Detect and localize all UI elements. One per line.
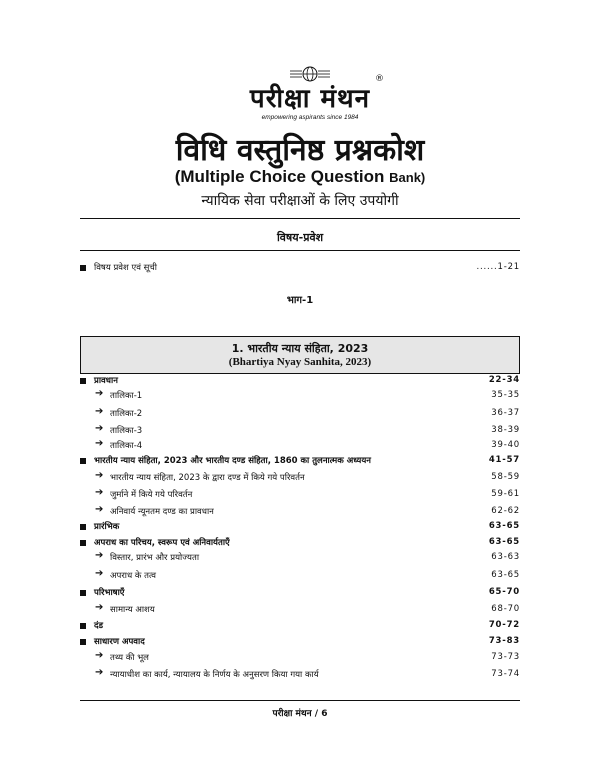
publisher-logo — [230, 66, 390, 126]
entry-pages: 63-65 — [488, 521, 520, 531]
entry-label: जुर्माने में किये गये परिवर्तन — [110, 490, 193, 500]
book-subtitle: न्यायिक सेवा परीक्षाओं के लिए उपयोगी — [201, 193, 399, 209]
toc-subentry[interactable] — [80, 506, 520, 520]
entry-pages: 39-40 — [491, 440, 520, 450]
arrow-right-icon: ➔ — [95, 487, 104, 498]
arrow-right-icon: ➔ — [95, 602, 104, 613]
chapter-title-hindi: 1. भारतीय न्याय संहिता, 2023 — [231, 342, 369, 355]
entry-label: प्रारंभिक — [94, 522, 120, 532]
entry-pages: 73-74 — [491, 669, 520, 679]
entry-label: तालिका-3 — [110, 426, 143, 436]
square-bullet-icon — [80, 540, 86, 546]
toc-entry[interactable] — [80, 587, 520, 601]
entry-label: तालिका-1 — [110, 391, 143, 401]
arrow-right-icon: ➔ — [95, 667, 104, 678]
toc-subentry[interactable] — [80, 604, 520, 618]
entry-pages: 62-62 — [491, 506, 520, 516]
toc-subentry[interactable] — [80, 472, 520, 486]
entry-label: अनिवार्य न्यूनतम दण्ड का प्रावधान — [110, 507, 214, 517]
book-title-hindi: विधि वस्तुनिष्ठ प्रश्नकोश — [175, 133, 425, 168]
title-english-bank: Bank) — [389, 170, 426, 185]
toc-intro-entry[interactable] — [80, 262, 520, 276]
toc-entry[interactable] — [80, 620, 520, 634]
entry-label: अपराध के तत्व — [110, 571, 156, 581]
entry-label: दंड — [94, 621, 104, 631]
entry-label: अपराध का परिचय, स्वरूप एवं अनिवार्यताएँ — [94, 538, 230, 548]
divider — [80, 700, 520, 701]
arrow-right-icon: ➔ — [95, 388, 104, 399]
toc-subentry[interactable] — [80, 669, 520, 683]
entry-label: तालिका-2 — [110, 409, 143, 419]
arrow-right-icon: ➔ — [95, 438, 104, 449]
page-footer: परीक्षा मंथन / 6 — [272, 709, 328, 719]
chapter-heading-box — [80, 336, 520, 374]
square-bullet-icon — [80, 265, 86, 271]
arrow-right-icon: ➔ — [95, 568, 104, 579]
section-heading: विषय-प्रवेश — [276, 231, 324, 244]
entry-pages: 22-34 — [488, 375, 520, 385]
title-english-main: (Multiple Choice Question — [174, 167, 385, 186]
square-bullet-icon — [80, 623, 86, 629]
toc-subentry[interactable] — [80, 489, 520, 503]
logo-name: परीक्षा मंथन — [249, 84, 371, 114]
chapter-title-english: (Bhartiya Nyay Sanhita, 2023) — [228, 356, 372, 368]
arrow-right-icon: ➔ — [95, 423, 104, 434]
arrow-right-icon: ➔ — [95, 504, 104, 515]
entry-pages: 35-35 — [491, 390, 520, 400]
entry-label: परिभाषाएँ — [94, 588, 125, 598]
toc-entry[interactable] — [80, 455, 520, 469]
toc-entry[interactable] — [80, 636, 520, 650]
entry-label: न्यायाधीश का कार्य, न्यायालय के निर्णय के अनुसरण किया गया कार्य — [110, 670, 319, 680]
entry-pages: 41-57 — [488, 455, 520, 465]
toc-subentry[interactable] — [80, 552, 520, 566]
divider — [80, 250, 520, 251]
entry-pages: 73-83 — [488, 636, 520, 646]
arrow-right-icon: ➔ — [95, 406, 104, 417]
entry-label: प्रावधान — [94, 376, 118, 386]
entry-label: विस्तार, प्रारंभ और प्रयोज्यता — [110, 553, 200, 563]
book-title-english — [0, 167, 600, 187]
square-bullet-icon — [80, 378, 86, 384]
arrow-right-icon: ➔ — [95, 470, 104, 481]
arrow-right-icon: ➔ — [95, 550, 104, 561]
square-bullet-icon — [80, 639, 86, 645]
entry-pages: 70-72 — [488, 620, 520, 630]
logo-tagline: empowering aspirants since 1984 — [261, 114, 359, 121]
entry-label: भारतीय न्याय संहिता, 2023 के द्वारा दण्ड में किये गये परिवर्तन — [110, 473, 305, 483]
toc-subentry[interactable] — [80, 408, 520, 422]
square-bullet-icon — [80, 590, 86, 596]
entry-pages: 63-65 — [491, 570, 520, 580]
entry-pages: 58-59 — [491, 472, 520, 482]
entry-label: विषय प्रवेश एवं सूची — [94, 263, 157, 273]
divider — [80, 218, 520, 219]
entry-pages: 59-61 — [491, 489, 520, 499]
entry-pages: 63-65 — [488, 537, 520, 547]
entry-pages: 65-70 — [488, 587, 520, 597]
registered-mark: ® — [375, 74, 384, 84]
entry-label: साधारण अपवाद — [94, 637, 145, 647]
entry-label: भारतीय न्याय संहिता, 2023 और भारतीय दण्ड संहिता, 1860 का तुलनात्मक अध्ययन — [94, 456, 371, 466]
entry-label: तथ्य की भूल — [110, 653, 149, 663]
toc-subentry[interactable] — [80, 425, 520, 439]
part-heading: भाग-1 — [286, 295, 314, 306]
square-bullet-icon — [80, 458, 86, 464]
toc-entry[interactable] — [80, 537, 520, 551]
entry-pages: 38-39 — [491, 425, 520, 435]
square-bullet-icon — [80, 524, 86, 530]
entry-pages: ......1-21 — [476, 262, 520, 272]
toc-entry[interactable] — [80, 375, 520, 389]
toc-subentry[interactable] — [80, 652, 520, 666]
entry-label: सामान्य आशय — [110, 605, 155, 615]
entry-pages: 36-37 — [491, 408, 520, 418]
entry-label: तालिका-4 — [110, 441, 143, 451]
entry-pages: 68-70 — [491, 604, 520, 614]
toc-subentry[interactable] — [80, 390, 520, 404]
toc-subentry[interactable] — [80, 440, 520, 454]
toc-entry[interactable] — [80, 521, 520, 535]
arrow-right-icon: ➔ — [95, 650, 104, 661]
toc-subentry[interactable] — [80, 570, 520, 584]
entry-pages: 73-73 — [491, 652, 520, 662]
entry-pages: 63-63 — [491, 552, 520, 562]
